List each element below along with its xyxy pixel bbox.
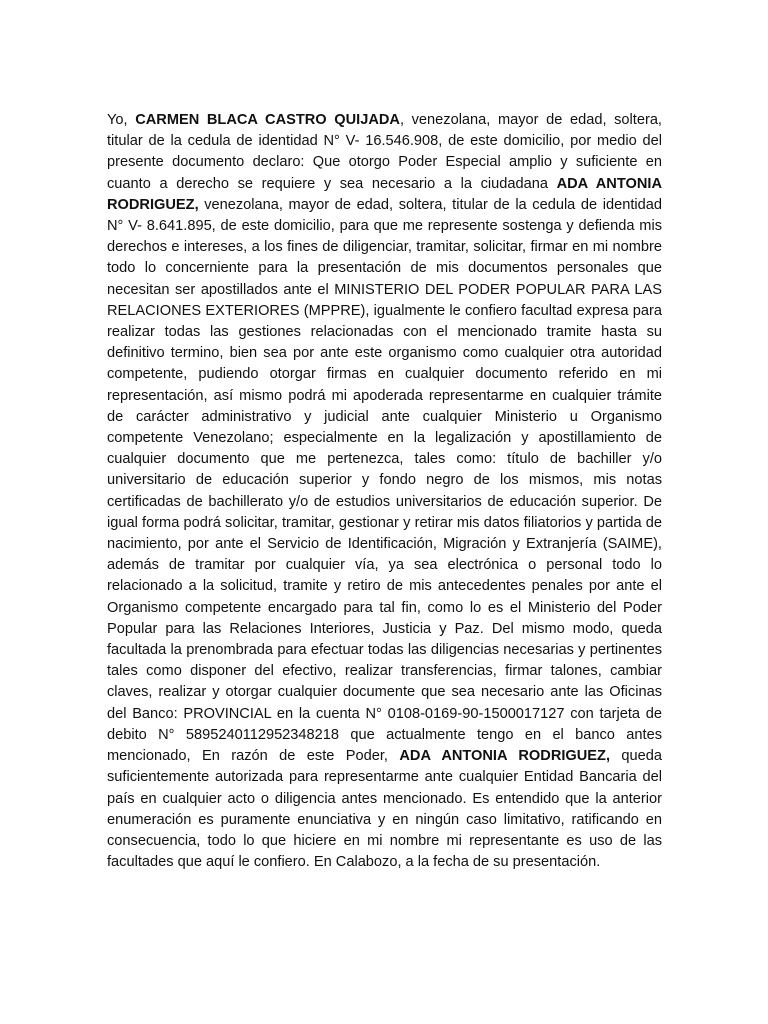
text-segment: , venezolana, mayor de edad, soltera, titular de la cedula de identidad N° V- 16.546.908, de este domicilio, por medio del presente documento declaro: Que otorgo Poder Especial amplio y suficiente en cuanto a derecho se requiere y sea necesario a la ciudadana	[107, 112, 662, 192]
text-segment: queda suficientemente autorizada para representarme ante cualquier Entidad Bancaria del país en cualquier acto o diligencia antes mencionado. Es entendido que la anterior enumeración es puramente enunciativa y en ningún caso limitativo, ratificando en consecuencia, todo lo que hiciere en mi nombre mi representante es uso de las facultades que aquí le confiero. En Calabozo, a la fecha de su presentación.	[107, 748, 663, 871]
attorney-name: ADA ANTONIA RODRIGUEZ,	[107, 175, 662, 213]
power-of-attorney-paragraph	[107, 110, 662, 873]
grantor-name: CARMEN BLACA CASTRO QUIJADA	[135, 112, 400, 128]
text-segment: Yo,	[107, 112, 136, 128]
text-segment: venezolana, mayor de edad, soltera, titular de la cedula de identidad N° V- 8.641.895, de este domicilio, para que me represente sostenga y defienda mis derechos e intereses, a los fines de diligenciar, tramitar, solicitar, firmar en mi nombre todo lo concerniente para la presentación de mis documentos personales que necesitan ser apostillados ante el MINISTERIO DEL PODER POPULAR PARA LAS RELACIONES EXTERIORES (MPPRE), igualmente le confiero facultad expresa para realizar todas las gestiones relacionadas con el mencionado tramite hasta su definitivo termino, bien sea por ante este organismo como cualquier otra autoridad competente, pudiendo otorgar firmas en cualquier documento referido en mi representación, así mismo podrá mi apoderada representarme en cualquier trámite de carácter administrativo y judicial ante cualquier Ministerio u Organismo competente Venezolano; especialmente en la legalización y apostillamiento de cualquier documento que me pertenezca, tales como: título de bachiller y/o universitario de educación superior y fondo negro de los mismos, mis notas certificadas de bachillerato y/o de estudios universitarios de educación superior. De igual forma podrá solicitar, tramitar, gestionar y retirar mis datos filiatorios y partida de nacimiento, por ante el Servicio de Identificación, Migración y Extranjería (SAIME), además de tramitar por cualquier vía, ya sea electrónica o personal todo lo relacionado a la solicitud, tramite y retiro de mis antecedentes penales por ante el Organismo competente encargado para tal fin, como lo es el Ministerio del Poder Popular para las Relaciones Interiores, Justicia y Paz. Del mismo modo, queda facultada la prenombrada para efectuar todas las diligencias necesarias y pertinentes tales como disponer del efectivo, realizar transferencias, firmar talones, cambiar claves, realizar y otorgar cualquier documente que sea necesario ante las Oficinas del Banco: PROVINCIAL en la cuenta N° 0108-0169-90-1500017127 con tarjeta de debito N° 5895240112952348218 que actualmente tengo en el banco antes mencionado, En razón de este Poder,	[107, 196, 662, 765]
attorney-name: ADA ANTONIA RODRIGUEZ,	[399, 748, 611, 765]
